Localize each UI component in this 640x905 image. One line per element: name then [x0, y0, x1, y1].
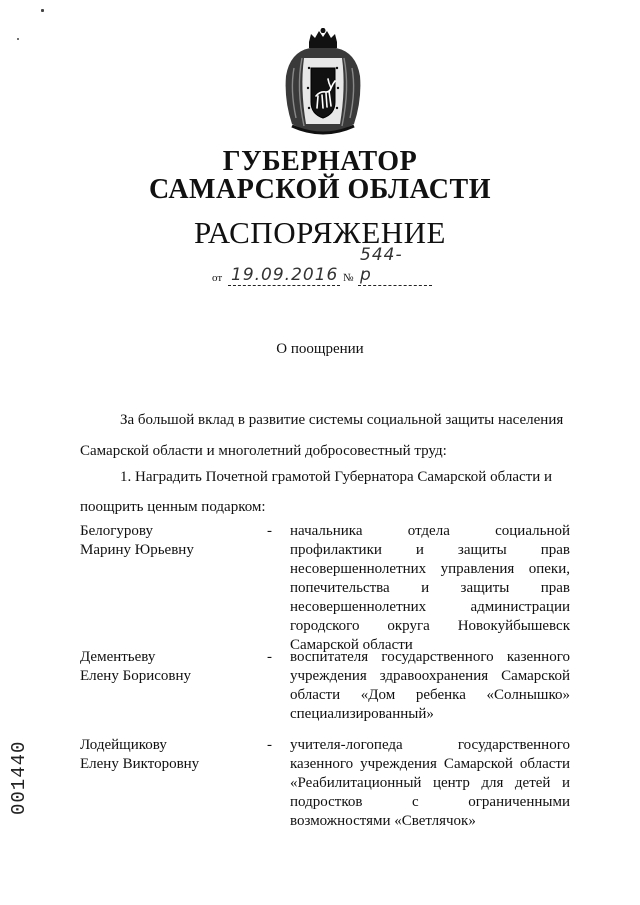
- handwritten-date: 19.09.2016: [231, 265, 339, 285]
- awardee-dash: -: [267, 737, 272, 753]
- awardee-position: учителя-логопеда государственного казенного учреждения Самарской области «Реабилитационный центр для детей и подростков с ограниченными возможностями «Светлячок»: [290, 737, 570, 829]
- item1-line-2: поощрить ценным подарком:: [80, 499, 266, 515]
- document-type: РАСПОРЯЖЕНИЕ: [194, 215, 446, 250]
- awardee-dash: -: [267, 523, 272, 539]
- intro-line-1: За большой вклад в развитие системы социальной защиты населения: [120, 412, 564, 428]
- awardee-name: Белогурову Марину Юрьевну: [80, 523, 194, 558]
- handwritten-number: 544-р: [360, 245, 403, 285]
- awardee-name: Дементьеву Елену Борисовну: [80, 649, 191, 684]
- date-label: от: [212, 272, 223, 284]
- awardee-position: начальника отдела социальной профилактики и защиты прав несовершеннолетних управления опеки, попечительства и защиты прав несовершеннолетних администрации городского округа Новокуйбышевск Самарской области: [290, 523, 570, 653]
- issuer-title-line2: САМАРСКОЙ ОБЛАСТИ: [149, 174, 491, 205]
- awardee-name: Лодейщикову Елену Викторовну: [80, 737, 200, 772]
- awardee-position: воспитателя государственного казенного учреждения здравоохранения Самарской области «Дом ребенка «Солнышко» специализированный»: [290, 649, 570, 722]
- item1-line-1: 1. Наградить Почетной грамотой Губернатора Самарской области и: [120, 469, 552, 485]
- date-underline: [228, 285, 340, 286]
- registration-stamp-number: 001440: [8, 740, 30, 815]
- document-subject: О поощрении: [276, 341, 364, 357]
- issuer-title-line1: ГУБЕРНАТОР: [222, 146, 418, 177]
- awardee-dash: -: [267, 649, 272, 665]
- scan-speck: [17, 38, 19, 40]
- number-label: №: [343, 272, 354, 284]
- scan-speck: [41, 9, 44, 12]
- coat-of-arms-icon: [280, 28, 366, 140]
- intro-line-2: Самарской области и многолетний добросовестный труд:: [80, 443, 447, 459]
- number-underline: [358, 285, 432, 286]
